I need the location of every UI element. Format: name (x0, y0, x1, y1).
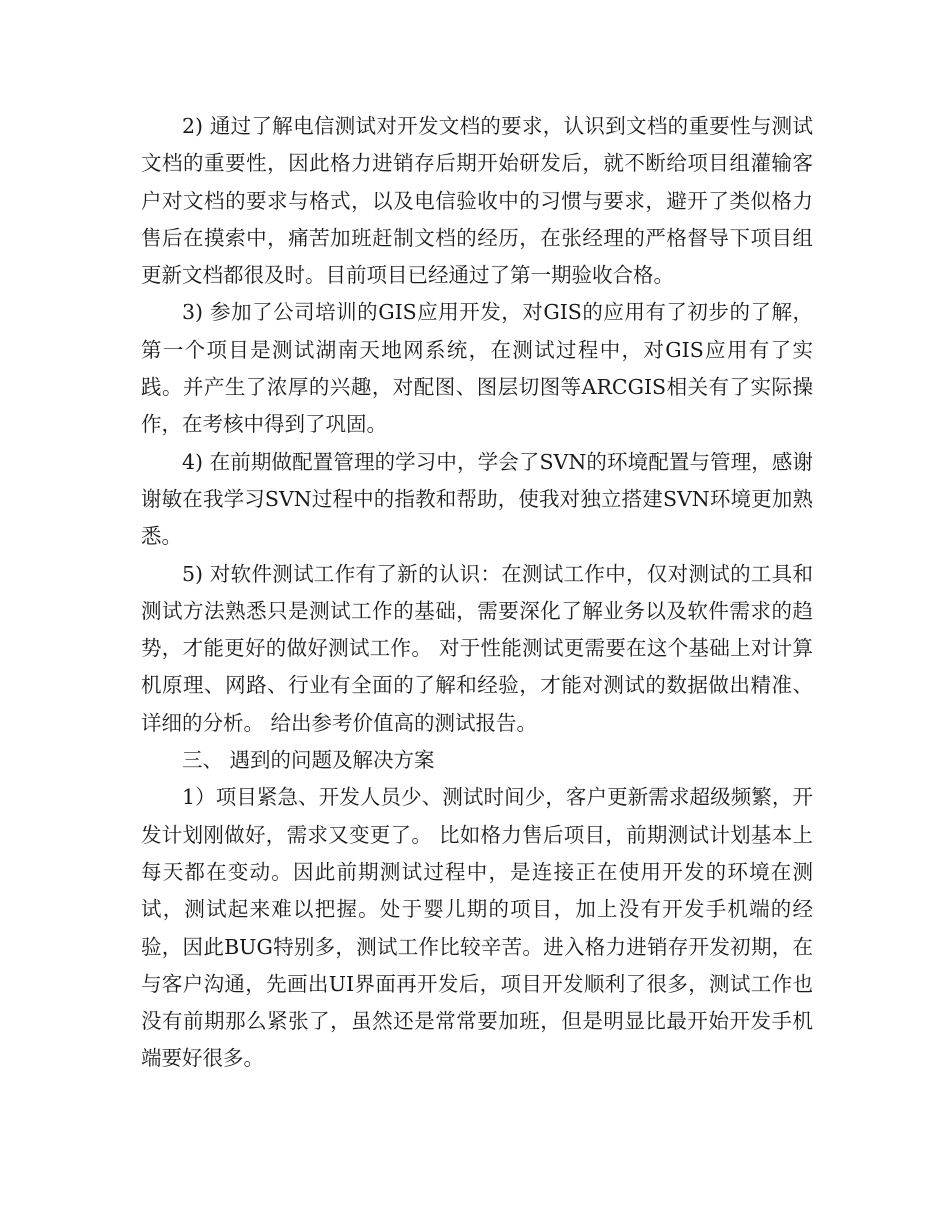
paragraph-item-3: 3) 参加了公司培训的GIS应用开发，对GIS的应用有了初步的了解，第一个项目是测试湖南天地网系统，在测试过程中，对GIS应用有了实践。并产生了浓厚的兴趣，对配图、图层切图等ARCGIS相关有了实际操作，在考核中得到了巩固。 (141, 300, 813, 437)
document-body (141, 108, 813, 1078)
paragraph-item-4: 4) 在前期做配置管理的学习中，学会了SVN的环境配置与管理，感谢谢敏在我学习SVN过程中的指教和帮助，使我对独立搭建SVN环境更加熟悉。 (141, 449, 813, 549)
paragraph-item-5: 5) 对软件测试工作有了新的认识：在测试工作中，仅对测试的工具和测试方法熟悉只是测试工作的基础，需要深化了解业务以及软件需求的趋势，才能更好的做好测试工作。 对于性能测试更需要在这个基础上对计算机原理、网路、行业有全面的了解和经验，才能对测试的数据做出精准、详细的分析。 给出参考价值高的测试报告。 (141, 561, 813, 735)
paragraph-item-2: 2) 通过了解电信测试对开发文档的要求，认识到文档的重要性与测试文档的重要性，因此格力进销存后期开始研发后，就不断给项目组灌输客户对文档的要求与格式，以及电信验收中的习惯与要求，避开了类似格力售后在摸索中，痛苦加班赶制文档的经历，在张经理的严格督导下项目组更新文档都很及时。目前项目已经通过了第一期验收合格。 (141, 114, 813, 288)
section-heading-3: 三、 遇到的问题及解决方案 (182, 748, 435, 773)
paragraph-problem-1: 1）项目紧急、开发人员少、测试时间少，客户更新需求超级频繁，开发计划刚做好，需求又变更了。 比如格力售后项目，前期测试计划基本上每天都在变动。因此前期测试过程中，是连接正在使用开发的环境在测试，测试起来难以把握。处于婴儿期的项目，加上没有开发手机端的经验，因此BUG特别多，测试工作比较辛苦。进入格力进销存开发初期，在与客户沟通，先画出UI界面再开发后，项目开发顺利了很多，测试工作也没有前期那么紧张了，虽然还是常常要加班，但是明显比最开始开发手机端要好很多。 (141, 785, 813, 1071)
